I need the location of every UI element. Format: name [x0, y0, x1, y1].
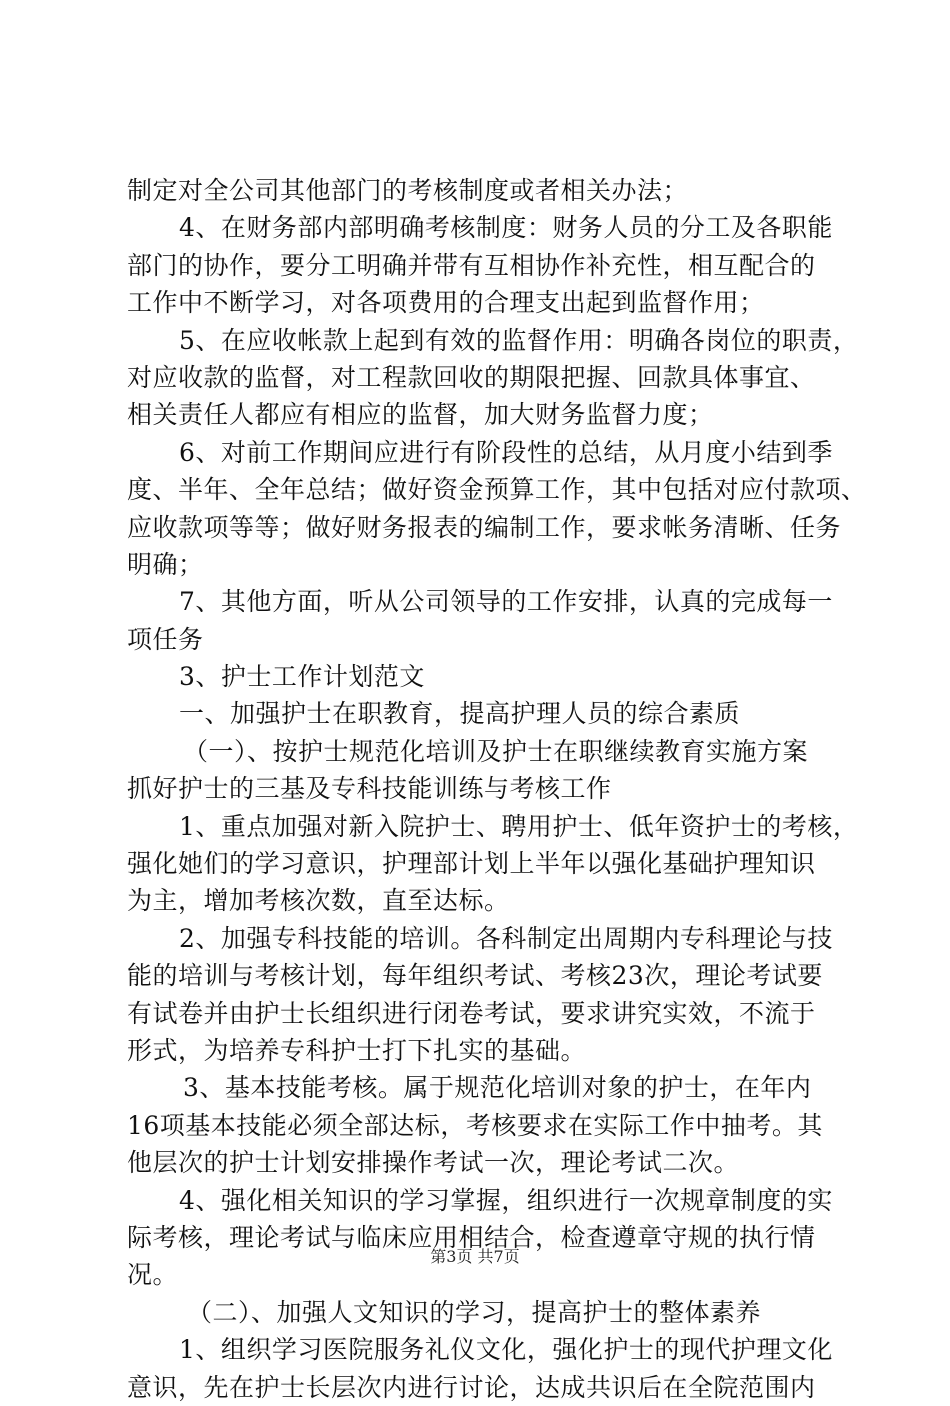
text-line: （二）、加强人文知识的学习，提高护士的整体素养	[187, 1297, 762, 1327]
text-line: 5、在应收帐款上起到有效的监督作用：明确各岗位的职责，	[179, 325, 859, 355]
text-line: 4、在财务部内部明确考核制度：财务人员的分工及各职能	[179, 213, 833, 243]
text-line: 为主，增加考核次数，直至达标。	[127, 886, 510, 916]
text-line: 应收款项等等；做好财务报表的编制工作，要求帐务清晰、任务	[127, 512, 842, 542]
text-line: 部门的协作，要分工明确并带有互相协作补充性，相互配合的	[127, 250, 816, 280]
text-line: 项任务	[127, 624, 204, 654]
text-line: 强化她们的学习意识，护理部计划上半年以强化基础护理知识	[127, 849, 816, 879]
text-line: 形式，为培养专科护士打下扎实的基础。	[127, 1035, 587, 1065]
text-line: 3、护士工作计划范文	[179, 662, 425, 692]
text-line: 况。	[127, 1260, 179, 1290]
page-footer: 第3页 共7页	[430, 1247, 520, 1266]
text-line: 16项基本技能必须全部达标，考核要求在实际工作中抽考。其	[127, 1110, 823, 1140]
text-line: （一）、按护士规范化培训及护士在职继续教育实施方案	[183, 736, 809, 766]
text-line: 3、基本技能考核。属于规范化培训对象的护士，在年内	[183, 1073, 812, 1103]
document-body	[127, 172, 867, 1406]
text-line: 7、其他方面，听从公司领导的工作安排，认真的完成每一	[179, 587, 833, 617]
text-line: 相关责任人都应有相应的监督，加大财务监督力度；	[127, 400, 714, 430]
text-line: 意识，先在护士长层次内进行讨论，达成共识后在全院范围内	[127, 1372, 816, 1402]
text-line: 工作中不断学习，对各项费用的合理支出起到监督作用；	[127, 288, 765, 318]
text-line: 度、半年、全年总结；做好资金预算工作，其中包括对应付款项、	[127, 475, 867, 505]
text-line: 2、加强专科技能的培训。各科制定出周期内专科理论与技	[179, 923, 833, 953]
text-line: 抓好护士的三基及专科技能训练与考核工作	[127, 774, 612, 804]
text-line: 他层次的护士计划安排操作考试一次，理论考试二次。	[127, 1148, 740, 1178]
text-line: 1、重点加强对新入院护士、聘用护士、低年资护士的考核，	[179, 811, 859, 841]
text-line: 6、对前工作期间应进行有阶段性的总结，从月度小结到季	[179, 437, 833, 467]
text-line: 一、加强护士在职教育，提高护理人员的综合素质	[179, 699, 741, 729]
text-line: 4、强化相关知识的学习掌握，组织进行一次规章制度的实	[179, 1185, 833, 1215]
text-line: 明确；	[127, 549, 204, 579]
text-line: 对应收款的监督，对工程款回收的期限把握、回款具体事宜、	[127, 362, 816, 392]
text-line: 有试卷并由护士长组织进行闭卷考试，要求讲究实效，不流于	[127, 998, 816, 1028]
text-line: 制定对全公司其他部门的考核制度或者相关办法；	[127, 176, 689, 205]
text-line: 1、组织学习医院服务礼仪文化，强化护士的现代护理文化	[179, 1335, 833, 1365]
text-line: 际考核，理论考试与临床应用相结合，检查遵章守规的执行情	[127, 1222, 816, 1252]
text-line: 能的培训与考核计划，每年组织考试、考核23次，理论考试要	[127, 961, 823, 991]
